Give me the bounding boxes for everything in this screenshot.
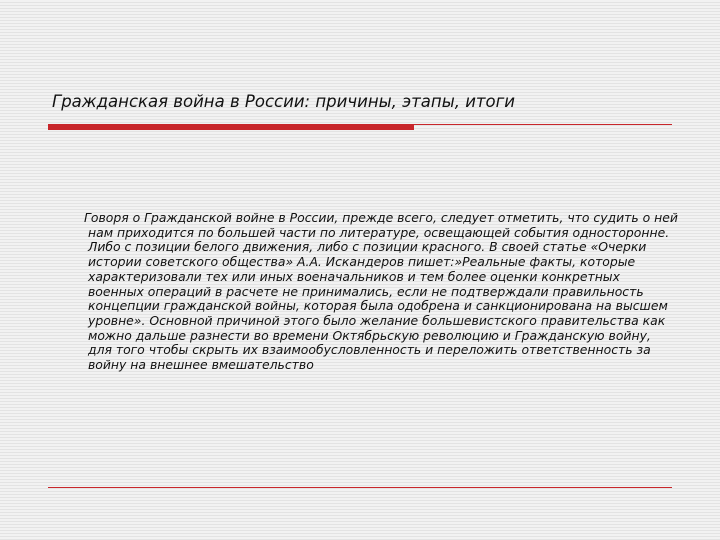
slide-body-text: Говоря о Гражданской войне в России, прежде всего, следует отметить, что судить о ней нам приходится по большей части по литературе, освещающей события односторонне. Либо с позиции белого движения, либо с позиции красного. В своей статье «Очерки истории советского общества» А.А. Искандеров пишет:»Реальные факты, которые характеризовали тех или иных военачальников и тем более оценки конкретных военных операций в расчете не принимались, если не подтверждали правильность концепции гражданской войны, которая была одобрена и санкционирована на высшем уровне». Основной причиной этого было желание большевистского правительства как можно дальше разнести во времени Октябрьскую революцию и Гражданскую войну, для того чтобы скрыть их взаимообусловленность и переложить ответственность за войну на внешнее вмешательство — [84, 210, 678, 373]
footer-rule — [48, 487, 672, 488]
slide-title: Гражданская война в России: причины, этапы, итоги — [52, 92, 516, 111]
title-underline-thick — [48, 124, 414, 130]
